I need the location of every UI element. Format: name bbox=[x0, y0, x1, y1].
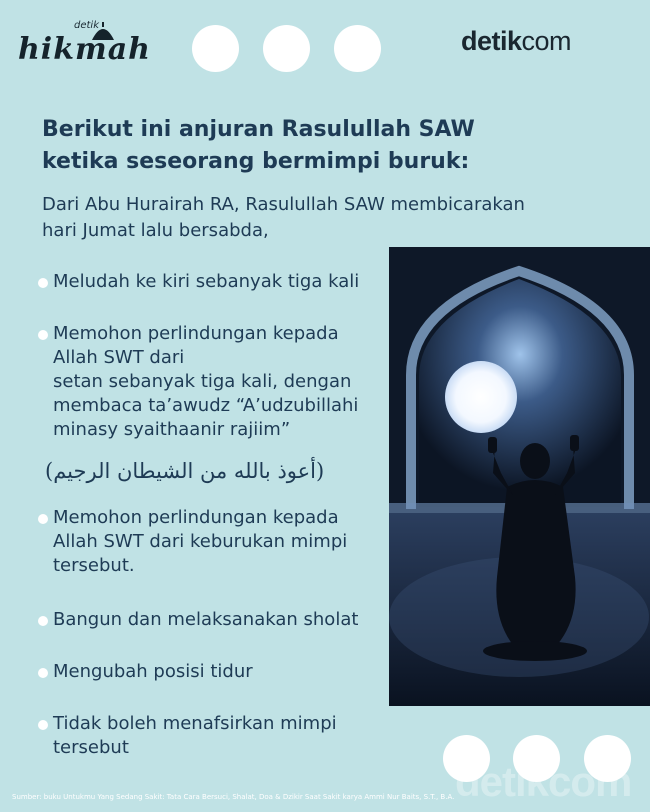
bullet-marker bbox=[38, 720, 48, 730]
bullet-item bbox=[38, 712, 383, 760]
dot-2 bbox=[263, 25, 310, 72]
dot-1 bbox=[192, 25, 239, 72]
bullet-item bbox=[38, 608, 383, 632]
intro-line-2: hari Jumat lalu bersabda, bbox=[42, 220, 269, 241]
bullet-item bbox=[38, 506, 383, 578]
bullet-line: Mengubah posisi tidur bbox=[53, 661, 253, 682]
bullet-line: tersebut. bbox=[53, 555, 135, 576]
bullet-line: Allah SWT dari keburukan mimpi bbox=[53, 531, 348, 552]
logo-right-main: detik bbox=[461, 26, 522, 56]
bullet-line: Memohon perlindungan kepada bbox=[53, 323, 339, 344]
page-heading bbox=[42, 114, 562, 178]
bullet-line: Tidak boleh menafsirkan mimpi bbox=[53, 713, 337, 734]
logo-small-text: detik bbox=[74, 20, 99, 31]
arabic-prayer-text: (أعوذ بالله من الشيطان الرجيم) bbox=[45, 459, 325, 483]
bullet-line: tersebut bbox=[53, 737, 129, 758]
detikcom-logo bbox=[461, 26, 571, 57]
bullet-line: setan sebanyak tiga kali, dengan bbox=[53, 371, 352, 392]
intro-line-1: Dari Abu Hurairah RA, Rasulullah SAW membicarakan bbox=[42, 194, 525, 215]
heading-line-1: Berikut ini anjuran Rasulullah SAW bbox=[42, 117, 475, 142]
logo-big-text: hikmah bbox=[18, 32, 151, 67]
intro-text bbox=[42, 192, 562, 244]
bullet-marker bbox=[38, 278, 48, 288]
bullet-line: Allah SWT dari bbox=[53, 347, 185, 368]
bullet-item bbox=[38, 660, 383, 684]
bullet-marker bbox=[38, 668, 48, 678]
bullet-line: Bangun dan melaksanakan sholat bbox=[53, 609, 359, 630]
source-caption: Sumber: buku Untukmu Yang Sedang Sakit: Tata Cara Bersuci, Shalat, Doa & Dzikir Saat Sakit karya Ammi Nur Baits, S.T., B.A. bbox=[12, 793, 455, 801]
photo-illustration bbox=[389, 247, 650, 706]
bullet-item bbox=[38, 270, 383, 294]
bullet-marker bbox=[38, 330, 48, 340]
bullet-marker bbox=[38, 514, 48, 524]
bullet-item bbox=[38, 322, 383, 442]
dot-3 bbox=[334, 25, 381, 72]
bullet-line: Meludah ke kiri sebanyak tiga kali bbox=[53, 271, 360, 292]
logo-right-suffix: com bbox=[521, 26, 572, 56]
heading-line-2: ketika seseorang bermimpi buruk: bbox=[42, 149, 470, 174]
bullet-line: minasy syaithaanir rajiim” bbox=[53, 419, 291, 440]
praying-man-photo bbox=[389, 247, 650, 706]
detikcom-watermark: detikcom bbox=[455, 758, 632, 805]
bullet-marker bbox=[38, 616, 48, 626]
detik-hikmah-logo bbox=[16, 18, 151, 67]
bullet-line: Memohon perlindungan kepada bbox=[53, 507, 339, 528]
bullet-line: membaca ta’awudz “A’udzubillahi bbox=[53, 395, 359, 416]
